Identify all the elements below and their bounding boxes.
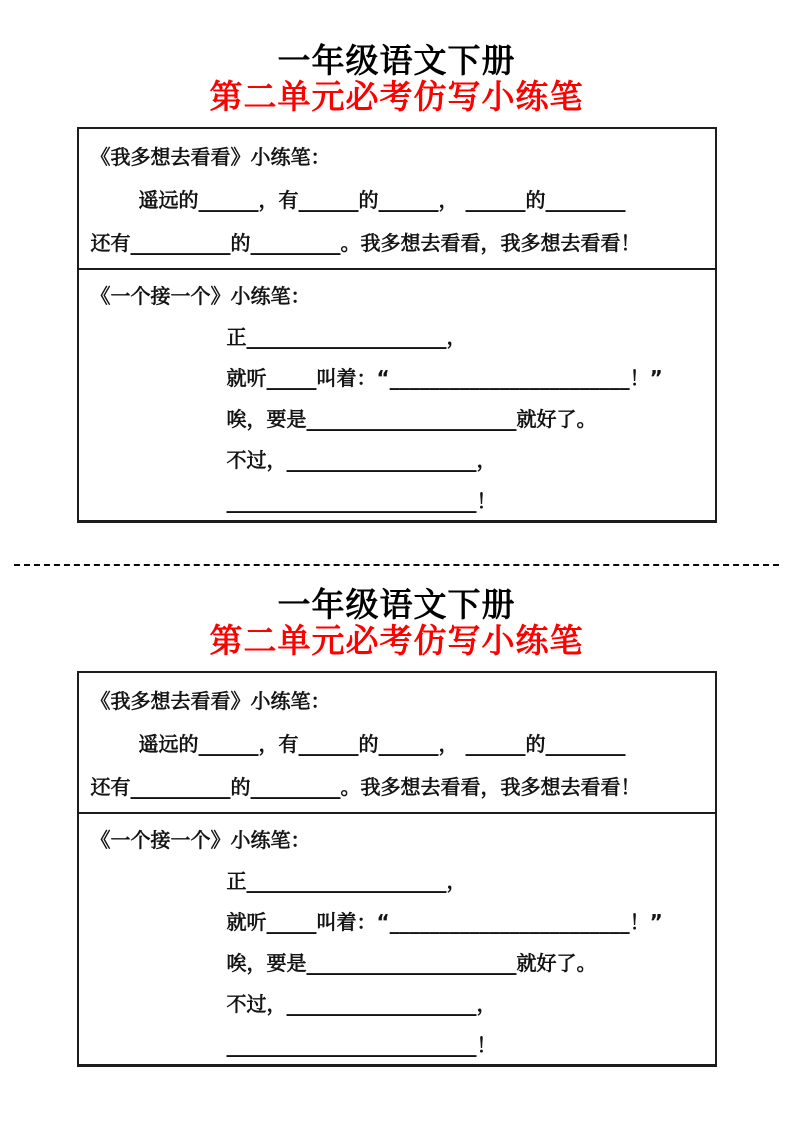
exercise-1-header: 《我多想去看看》小练笔：	[90, 689, 331, 713]
exercise-2-line-2: 就听_____叫着：“________________________！”	[226, 366, 663, 390]
worksheet-title: 一年级语文下册	[277, 41, 516, 80]
exercise-2-line-5: _________________________！	[226, 1033, 497, 1057]
exercise-2-line-4: 不过，___________________，	[226, 992, 497, 1016]
exercise-2-line-1: 正____________________，	[226, 325, 467, 349]
exercise-2-line-1: 正____________________，	[226, 869, 467, 893]
exercise-2-line-5: _________________________！	[226, 489, 497, 513]
exercise-1-line-2: 还有__________的_________。我多想去看看，我多想去看看！	[90, 231, 641, 255]
exercise-2-line-2: 就听_____叫着：“________________________！”	[226, 910, 663, 934]
worksheet-title: 一年级语文下册	[277, 585, 516, 624]
title-block	[0, 586, 793, 659]
exercise-2-line-3: 唉，要是_____________________就好了。	[226, 951, 597, 975]
title-block	[0, 42, 793, 115]
exercise-1-line-1: 遥远的______，有______的______， ______的________	[138, 732, 626, 756]
exercise-1-line-1: 遥远的______，有______的______， ______的________	[138, 188, 626, 212]
exercise-2-line-3: 唉，要是_____________________就好了。	[226, 407, 597, 431]
exercise-2-header: 《一个接一个》小练笔：	[90, 828, 311, 852]
exercise-1	[79, 129, 715, 268]
exercise-table	[77, 671, 717, 1067]
exercise-1	[79, 673, 715, 812]
worksheet-copy-bottom	[0, 566, 793, 1067]
exercise-table	[77, 127, 717, 523]
exercise-1-header: 《我多想去看看》小练笔：	[90, 145, 331, 169]
exercise-2-header: 《一个接一个》小练笔：	[90, 284, 311, 308]
exercise-2	[79, 812, 715, 1064]
worksheet-subtitle: 第二单元必考仿写小练笔	[209, 77, 584, 116]
exercise-2	[79, 268, 715, 520]
worksheet-copy-top	[0, 0, 793, 523]
exercise-1-line-2: 还有__________的_________。我多想去看看，我多想去看看！	[90, 775, 641, 799]
exercise-2-line-4: 不过，___________________，	[226, 448, 497, 472]
worksheet-subtitle: 第二单元必考仿写小练笔	[209, 621, 584, 660]
